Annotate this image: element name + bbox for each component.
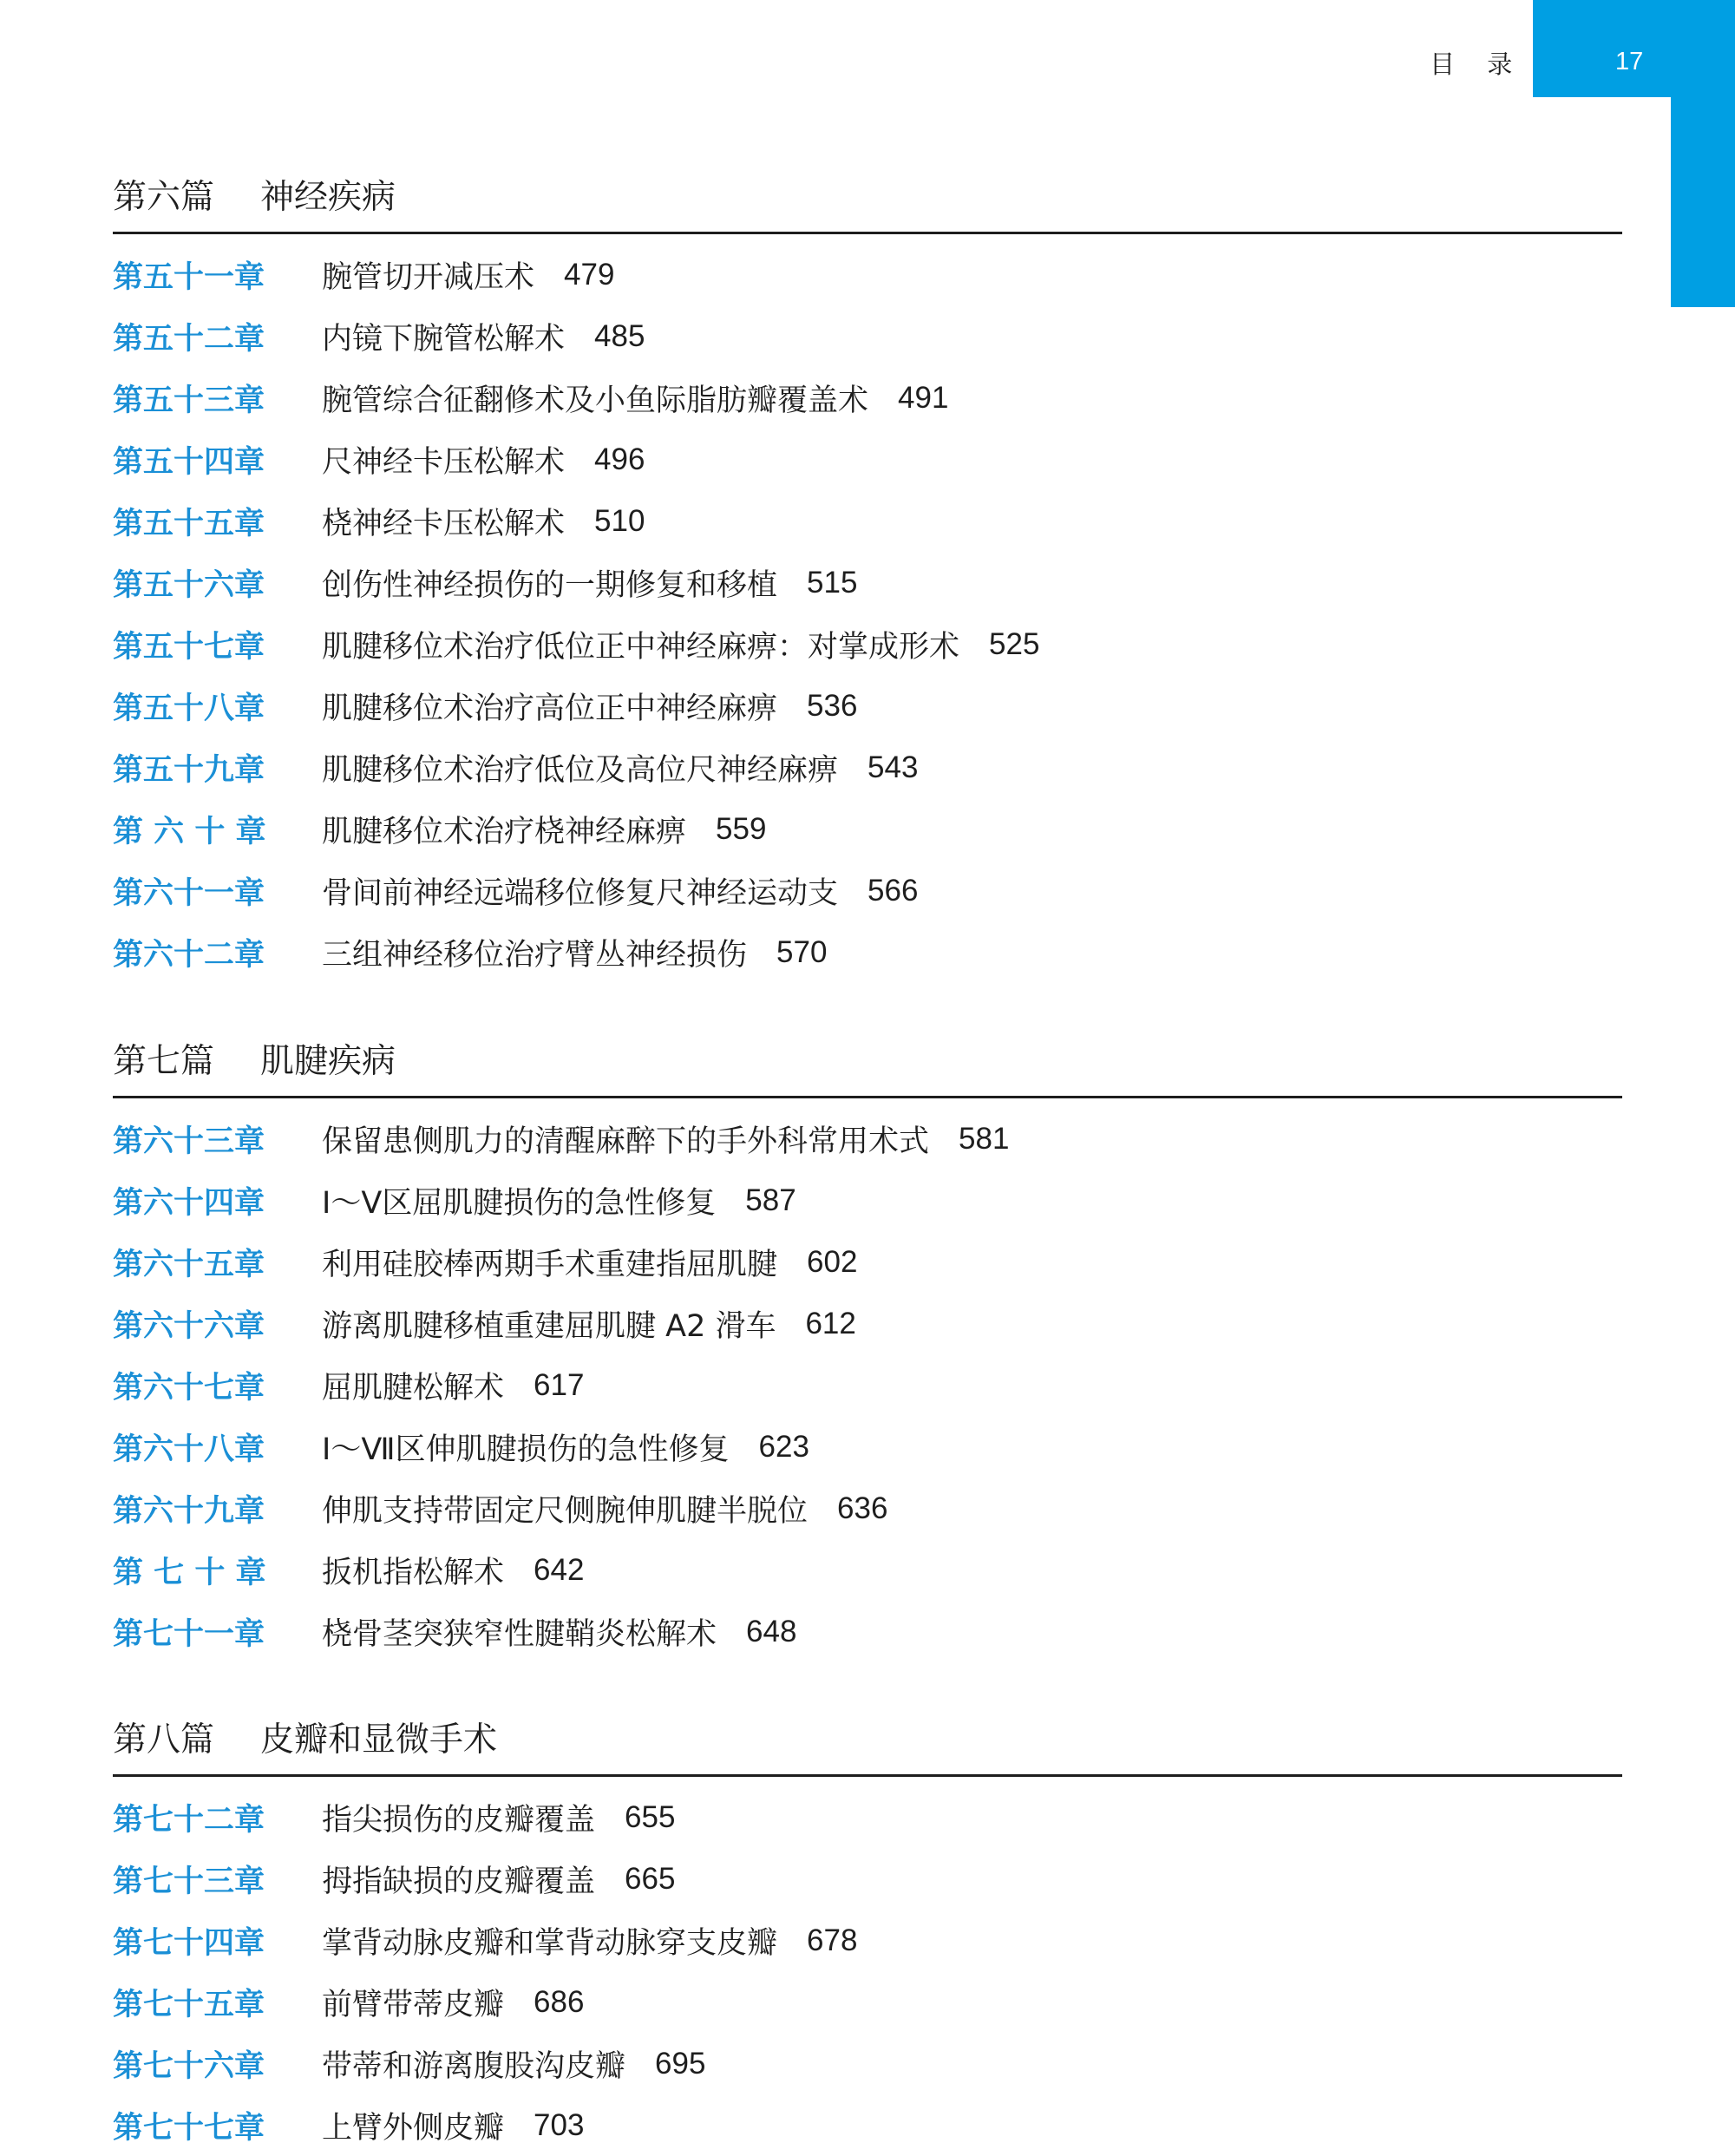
chapter-title: 带蒂和游离腹股沟皮瓣 xyxy=(322,2048,626,2084)
chapter-number: 第五十六章 xyxy=(113,567,265,603)
chapter-number: 第五十七章 xyxy=(113,629,265,665)
toc-part xyxy=(113,174,1622,983)
part-heading xyxy=(113,1038,1622,1098)
chapter-title: 指尖损伤的皮瓣覆盖 xyxy=(322,1802,596,1838)
chapter-number: 第五十一章 xyxy=(113,259,265,295)
chapter-entry[interactable] xyxy=(113,2033,1622,2094)
chapter-page: 510 xyxy=(594,503,645,538)
chapter-page: 525 xyxy=(989,626,1040,661)
chapter-page: 566 xyxy=(868,873,919,908)
section-label: 目 录 xyxy=(1430,49,1525,79)
chapter-entry[interactable] xyxy=(113,2094,1622,2156)
chapter-page: 515 xyxy=(807,565,858,600)
chapter-number: 第七十六章 xyxy=(113,2048,265,2084)
chapter-number: 第五十三章 xyxy=(113,383,265,418)
chapter-page: 617 xyxy=(534,1367,585,1402)
chapter-number: 第七十五章 xyxy=(113,1987,265,2022)
chapter-page: 648 xyxy=(746,1614,797,1648)
chapter-title: 桡神经卡压松解术 xyxy=(322,506,566,541)
chapter-number: 第五十四章 xyxy=(113,444,265,480)
chapter-entry[interactable] xyxy=(113,860,1622,921)
chapter-number: 第七十三章 xyxy=(113,1864,265,1899)
chapter-entry[interactable] xyxy=(113,367,1622,429)
chapter-page: 602 xyxy=(807,1244,858,1279)
chapter-page: 491 xyxy=(898,380,949,415)
chapter-page: 655 xyxy=(625,1799,676,1834)
chapter-title: 肌腱移位术治疗桡神经麻痹 xyxy=(322,814,687,849)
chapter-entry[interactable] xyxy=(113,552,1622,613)
chapter-title: 腕管综合征翻修术及小鱼际脂肪瓣覆盖术 xyxy=(322,383,869,418)
chapter-page: 570 xyxy=(776,934,828,969)
toc-part xyxy=(113,1038,1622,1662)
chapter-number: 第七十一章 xyxy=(113,1616,265,1652)
chapter-entry[interactable] xyxy=(113,1108,1622,1170)
chapter-title: 屈肌腱松解术 xyxy=(322,1370,505,1406)
chapter-page: 536 xyxy=(807,688,858,723)
chapter-number: 第六十四章 xyxy=(113,1185,265,1221)
part-number: 第八篇 xyxy=(113,1720,215,1760)
chapter-page: 559 xyxy=(716,811,767,846)
chapter-number: 第七十七章 xyxy=(113,2110,265,2146)
chapter-title: Ⅰ～Ⅴ区屈肌腱损伤的急性修复 xyxy=(322,1185,717,1221)
chapter-page: 686 xyxy=(534,1984,585,2019)
chapter-number: 第 六 十 章 xyxy=(113,814,266,849)
chapter-entry[interactable] xyxy=(113,1478,1622,1539)
chapter-entry[interactable] xyxy=(113,305,1622,367)
chapter-title: 创伤性神经损伤的一期修复和移植 xyxy=(322,567,778,603)
chapter-entry[interactable] xyxy=(113,1231,1622,1293)
chapter-entry[interactable] xyxy=(113,1848,1622,1910)
part-number: 第六篇 xyxy=(113,178,215,217)
chapter-number: 第五十八章 xyxy=(113,691,265,726)
chapter-number: 第六十八章 xyxy=(113,1432,265,1467)
part-heading xyxy=(113,1716,1622,1777)
chapter-entry[interactable] xyxy=(113,613,1622,675)
chapter-entry[interactable] xyxy=(113,1354,1622,1416)
part-number: 第七篇 xyxy=(113,1042,215,1081)
chapter-entry[interactable] xyxy=(113,1971,1622,2033)
chapter-title: 内镜下腕管松解术 xyxy=(322,321,566,357)
chapter-entry[interactable] xyxy=(113,1910,1622,1971)
chapter-page: 665 xyxy=(625,1861,676,1896)
chapter-number: 第六十一章 xyxy=(113,875,265,911)
chapter-page: 678 xyxy=(807,1923,858,1957)
chapter-title: 伸肌支持带固定尺侧腕伸肌腱半脱位 xyxy=(322,1493,809,1529)
chapter-title: 肌腱移位术治疗低位及高位尺神经麻痹 xyxy=(322,752,839,788)
chapter-page: 612 xyxy=(805,1306,856,1340)
chapter-entry[interactable] xyxy=(113,1293,1622,1354)
page-number: 17 xyxy=(1615,48,1644,75)
chapter-page: 695 xyxy=(655,2046,706,2081)
chapter-list xyxy=(113,244,1622,983)
chapter-entry[interactable] xyxy=(113,1601,1622,1662)
chapter-title: 肌腱移位术治疗高位正中神经麻痹 xyxy=(322,691,778,726)
chapter-entry[interactable] xyxy=(113,921,1622,983)
chapter-page: 623 xyxy=(758,1429,809,1464)
chapter-page: 479 xyxy=(564,257,615,292)
chapter-page: 485 xyxy=(594,318,645,353)
chapter-entry[interactable] xyxy=(113,1416,1622,1478)
chapter-title: 游离肌腱移植重建屈肌腱 A2 滑车 xyxy=(322,1308,776,1344)
chapter-title: 骨间前神经远端移位修复尺神经运动支 xyxy=(322,875,839,911)
chapter-page: 587 xyxy=(745,1183,796,1217)
chapter-entry[interactable] xyxy=(113,490,1622,552)
chapter-title: 保留患侧肌力的清醒麻醉下的手外科常用术式 xyxy=(322,1124,930,1159)
chapter-entry[interactable] xyxy=(113,675,1622,737)
chapter-list xyxy=(113,1786,1622,2156)
chapter-number: 第六十二章 xyxy=(113,937,265,973)
chapter-title: 扳机指松解术 xyxy=(322,1555,505,1590)
chapter-title: 腕管切开减压术 xyxy=(322,259,535,295)
chapter-number: 第七十四章 xyxy=(113,1925,265,1961)
chapter-title: 拇指缺损的皮瓣覆盖 xyxy=(322,1864,596,1899)
chapter-title: 桡骨茎突狭窄性腱鞘炎松解术 xyxy=(322,1616,717,1652)
chapter-number: 第六十九章 xyxy=(113,1493,265,1529)
chapter-entry[interactable] xyxy=(113,798,1622,860)
chapter-page: 636 xyxy=(837,1491,888,1525)
chapter-entry[interactable] xyxy=(113,244,1622,305)
chapter-number: 第六十三章 xyxy=(113,1124,265,1159)
chapter-number: 第 七 十 章 xyxy=(113,1555,266,1590)
chapter-page: 496 xyxy=(594,442,645,476)
chapter-page: 581 xyxy=(959,1121,1010,1156)
chapter-title: Ⅰ～Ⅶ区伸肌腱损伤的急性修复 xyxy=(322,1432,730,1467)
chapter-page: 543 xyxy=(868,750,919,784)
toc-part xyxy=(113,1716,1622,2156)
chapter-entry[interactable] xyxy=(113,1786,1622,1848)
chapter-title: 上臂外侧皮瓣 xyxy=(322,2110,505,2146)
chapter-entry[interactable] xyxy=(113,1539,1622,1601)
chapter-title: 肌腱移位术治疗低位正中神经麻痹：对掌成形术 xyxy=(322,629,960,665)
part-title: 皮瓣和显微手术 xyxy=(260,1720,498,1760)
chapter-entry[interactable] xyxy=(113,429,1622,490)
chapter-number: 第六十七章 xyxy=(113,1370,265,1406)
chapter-entry[interactable] xyxy=(113,1170,1622,1231)
chapter-page: 642 xyxy=(534,1552,585,1587)
part-title: 肌腱疾病 xyxy=(260,1042,396,1081)
chapter-number: 第五十五章 xyxy=(113,506,265,541)
chapter-title: 前臂带蒂皮瓣 xyxy=(322,1987,505,2022)
page-edge-tab xyxy=(1671,97,1735,307)
chapter-title: 三组神经移位治疗臂丛神经损伤 xyxy=(322,937,748,973)
chapter-number: 第七十二章 xyxy=(113,1802,265,1838)
chapter-title: 利用硅胶棒两期手术重建指屈肌腱 xyxy=(322,1247,778,1282)
part-title: 神经疾病 xyxy=(260,178,396,217)
chapter-number: 第五十九章 xyxy=(113,752,265,788)
chapter-number: 第六十六章 xyxy=(113,1308,265,1344)
chapter-page: 703 xyxy=(534,2107,585,2142)
chapter-number: 第五十二章 xyxy=(113,321,265,357)
chapter-title: 掌背动脉皮瓣和掌背动脉穿支皮瓣 xyxy=(322,1925,778,1961)
chapter-number: 第六十五章 xyxy=(113,1247,265,1282)
part-heading xyxy=(113,174,1622,234)
chapter-entry[interactable] xyxy=(113,737,1622,798)
chapter-title: 尺神经卡压松解术 xyxy=(322,444,566,480)
chapter-list xyxy=(113,1108,1622,1662)
